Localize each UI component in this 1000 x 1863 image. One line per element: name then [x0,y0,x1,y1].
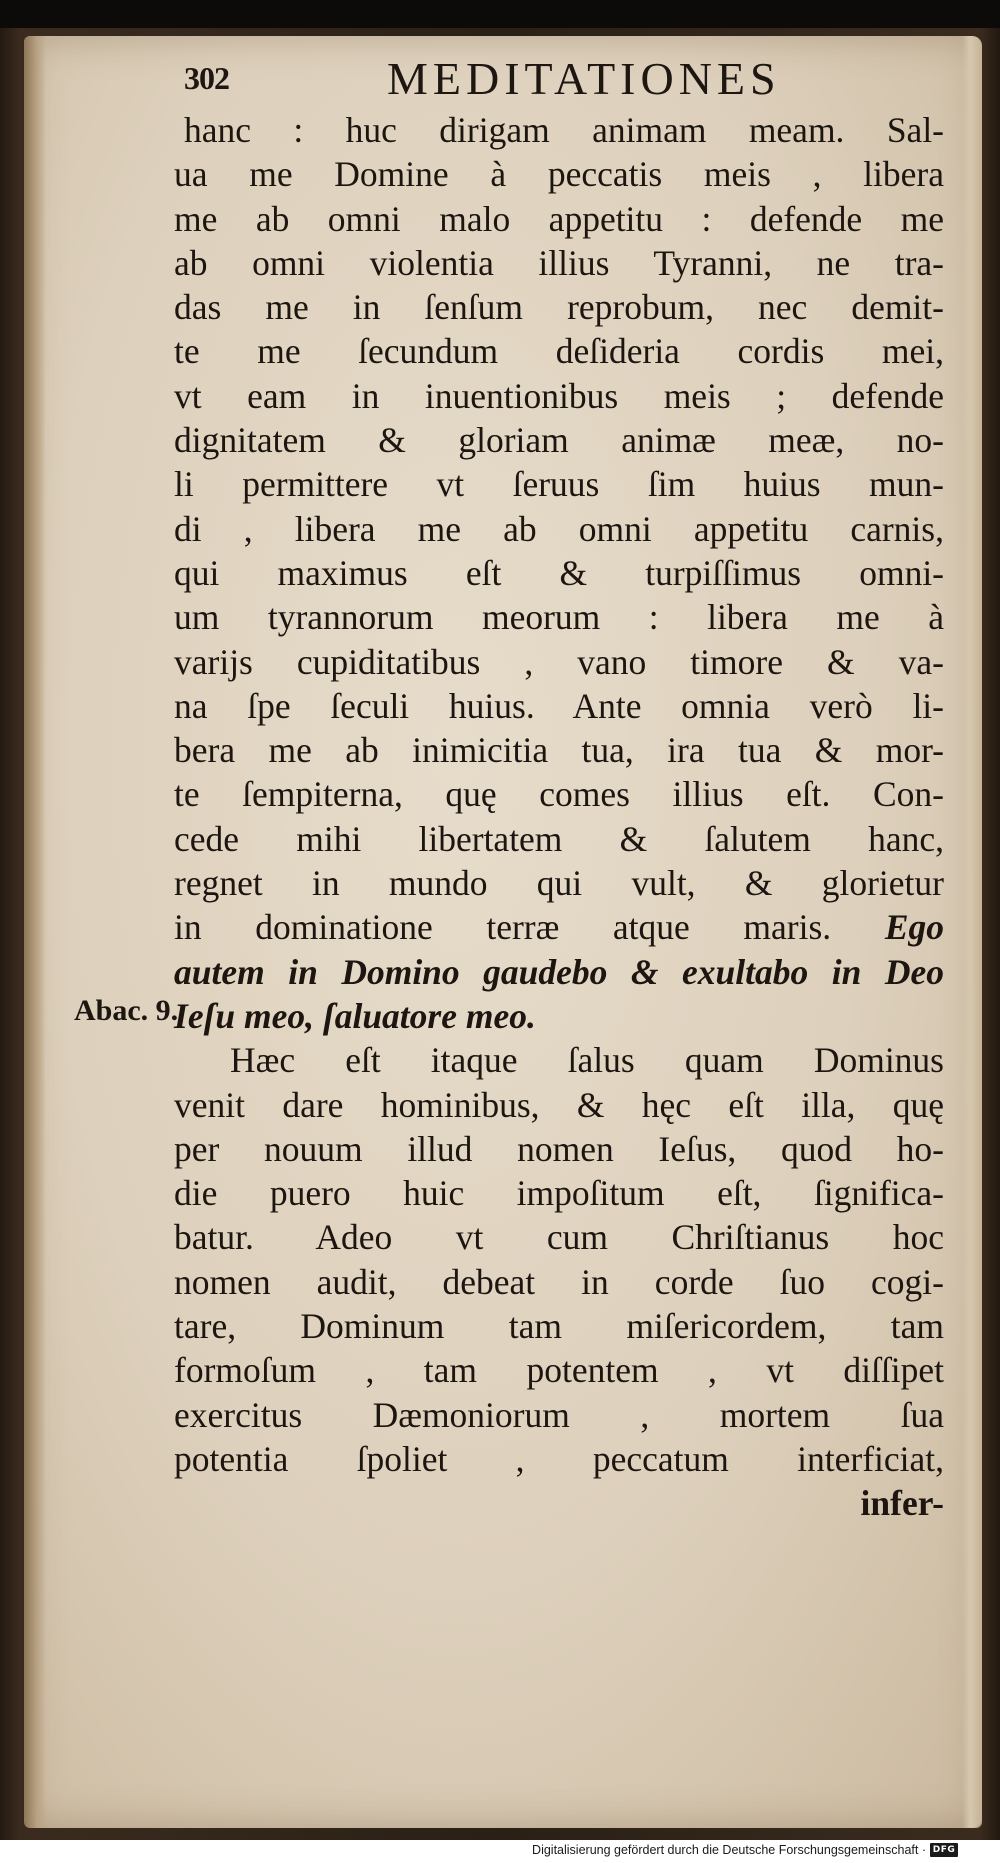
text-line: batur. Adeo vt cum Chriſtianus hoc [174,1217,944,1258]
text-line: cede mihi libertatem & ſalutem hanc, [174,818,944,859]
digitization-credit [532,1843,958,1857]
margin-note-scripture-reference: Abac. 9. [74,994,179,1027]
text-line: vt eam in inuentionibus meis ; defende [174,375,944,416]
text-line: formoſum , tam potentem , vt diſſipet [174,1350,944,1391]
credit-text: Digitalisierung gefördert durch die Deutsche Forschungsgemeinschaft · [532,1843,926,1857]
text-line: regnet in mundo qui vult, & glorietur [174,863,944,904]
text-line: di , libera me ab omni appetitu carnis, [174,508,944,549]
dfg-logo-icon: DFG [930,1843,958,1857]
text-line: te ſempiterna, quę comes illius eſt. Con- [174,774,944,815]
text-line: die puero huic impoſitum eſt, ſignifica- [174,1173,944,1214]
text-line: potentia ſpoliet , peccatum interficiat, [174,1438,944,1479]
text-line: hanc : huc dirigam animam meam. Sal- [184,110,944,150]
text-line: na ſpe ſeculi huius. Ante omnia verò li- [174,685,944,726]
text-line: varijs cupiditatibus , vano timore & va- [174,641,944,682]
text-line: das me in ſenſum reprobum, nec demit- [174,287,944,328]
catchword: infer- [860,1483,944,1524]
text-line: nomen audit, debeat in corde ſuo cogi- [174,1261,944,1302]
text-line: li permittere vt ſeruus ſim huius mun- [174,464,944,505]
text-line: bera me ab inimicitia tua, ira tua & mor- [174,730,944,771]
body-text [174,108,944,1526]
text-line: venit dare hominibus, & hęc eſt illa, quę [174,1084,944,1125]
running-title: MEDITATIONES [387,53,781,104]
page-number: 302 [184,60,229,96]
scripture-quote-line: autem in Domino gaudebo & exultabo in Deo [174,951,944,992]
text-line: qui maximus eſt & turpiſſimus omni- [174,552,944,593]
text-line: per nouum illud nomen Ieſus, quod ho- [174,1128,944,1169]
text-line: tare, Dominum tam miſericordem, tam [174,1306,944,1347]
text-line: te me ſecundum deſideria cordis mei, [174,331,944,372]
text-line: dignitatem & gloriam animæ meæ, no- [174,420,944,461]
text-line: um tyrannorum meorum : libera me à [174,597,944,638]
text-line: me ab omni malo appetitu : defende me [174,198,944,239]
text-line-with-quote-start [174,905,944,949]
scripture-quote-line: Ieſu meo, ſaluatore meo. [174,995,536,1036]
scripture-quote-start: Ego [884,907,945,948]
page-fore-edge [962,36,982,1828]
text-line: ab omni violentia illius Tyranni, ne tra- [174,242,944,283]
text-line: ua me Domine à peccatis meis , libera [174,154,944,195]
text-line: exercitus Dæmoniorum , mortem ſua [174,1394,944,1435]
page-gutter-shadow [24,36,46,1828]
page-header [162,52,822,108]
text-line-content: in dominatione terræ atque maris. [174,907,832,948]
paragraph-first-line: Hæc eſt itaque ſalus quam Dominus [230,1040,944,1081]
